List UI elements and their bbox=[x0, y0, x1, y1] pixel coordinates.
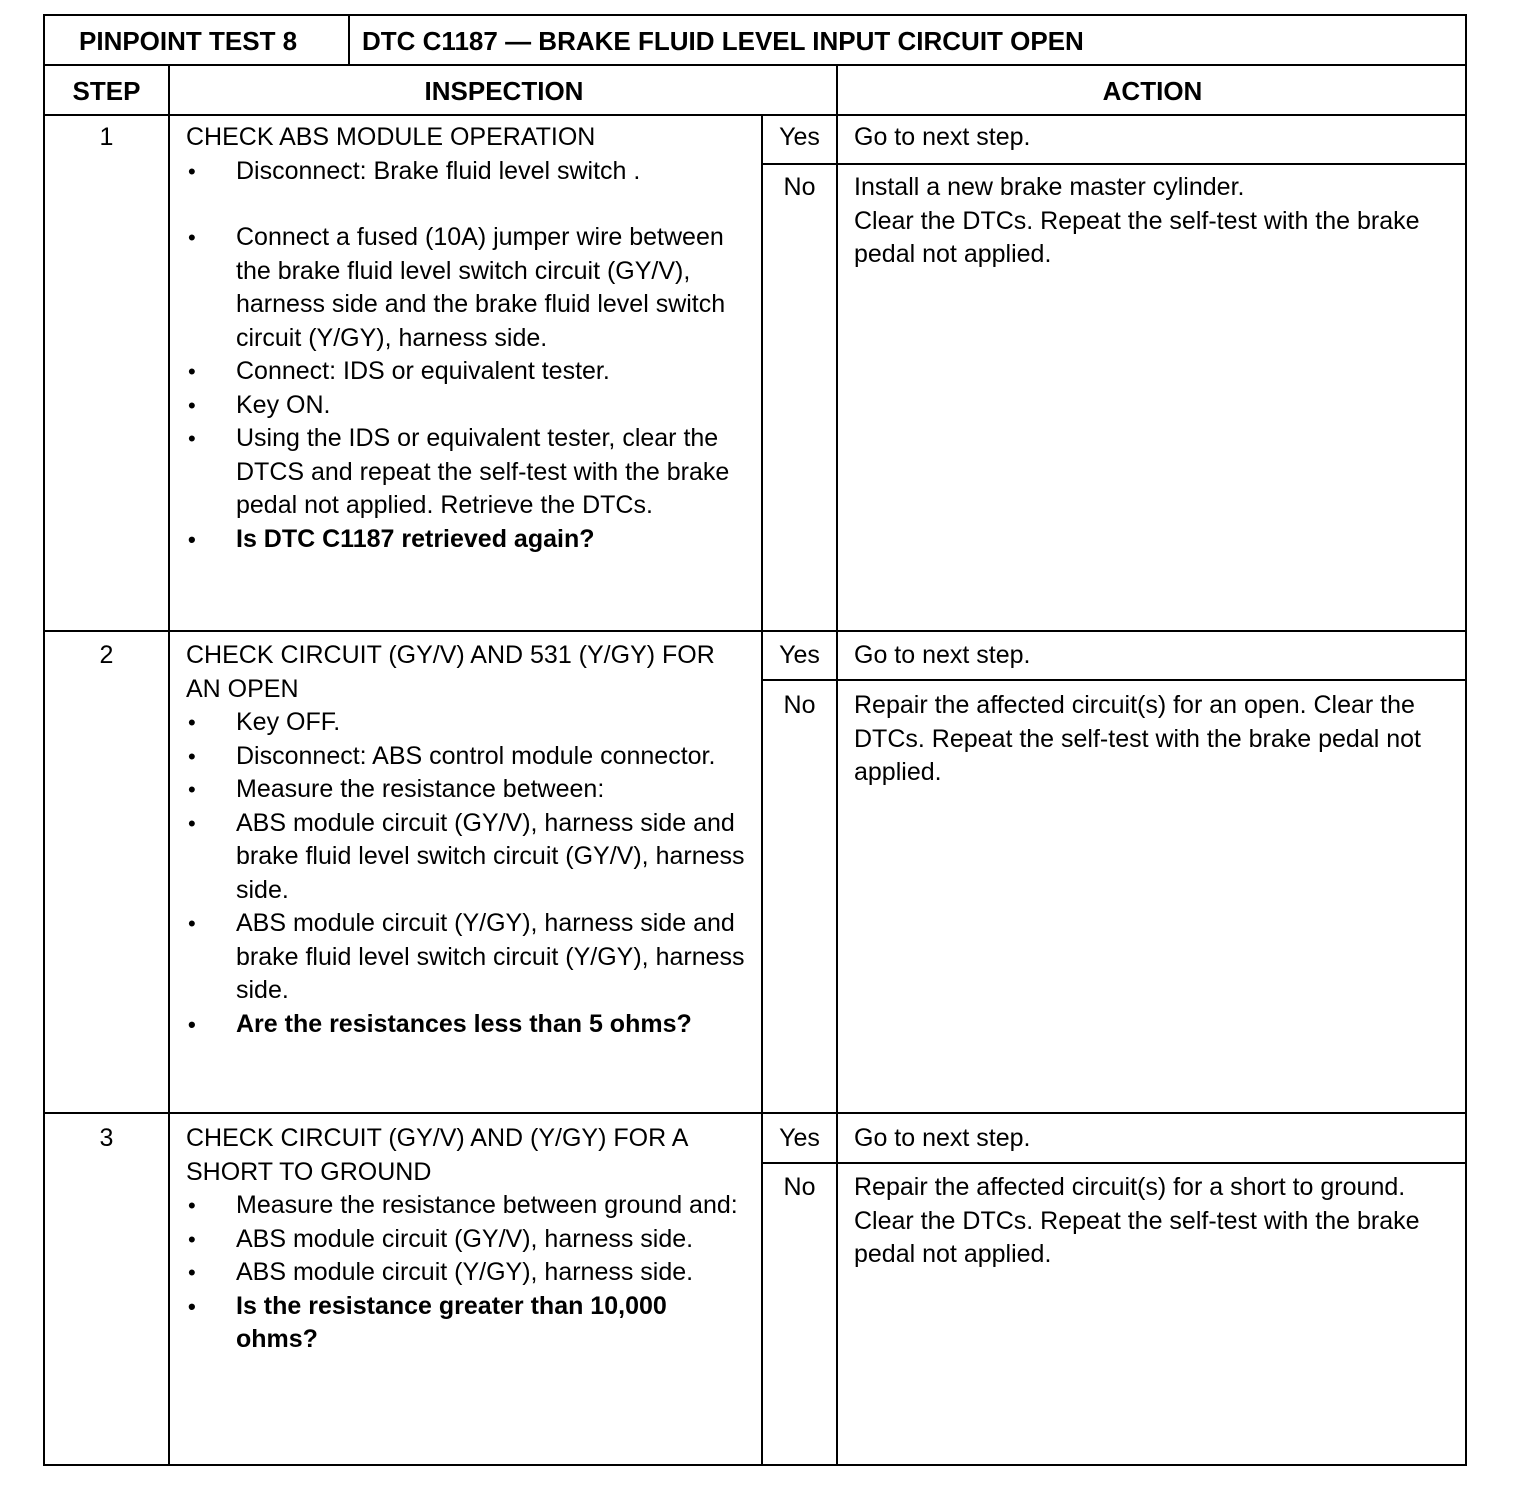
rule bbox=[43, 114, 1467, 116]
yes-action: Go to next step. bbox=[854, 641, 1031, 669]
list-item: • Disconnect: ABS control module connector. bbox=[186, 740, 752, 774]
rule bbox=[43, 630, 1467, 632]
no-action-line: Clear the DTCs. Repeat the self-test with the brake pedal not applied. bbox=[854, 206, 1420, 268]
dtc-title: DTC C1187 — BRAKE FLUID LEVEL INPUT CIRCUIT OPEN bbox=[362, 26, 1084, 56]
yes-label: Yes bbox=[779, 1124, 820, 1152]
rule bbox=[43, 1112, 1467, 1114]
inspection-question: • Is DTC C1187 retrieved again? bbox=[186, 523, 752, 557]
yes-action: Go to next step. bbox=[854, 123, 1031, 151]
no-action-line: Install a new brake master cylinder. bbox=[854, 173, 1245, 201]
list-item: • Connect: IDS or equivalent tester. bbox=[186, 355, 752, 389]
list-item: • ABS module circuit (Y/GY), harness side and brake fluid level switch circuit (Y/GY), harness side. bbox=[186, 907, 752, 1008]
no-label: No bbox=[783, 691, 816, 719]
step-number: 3 bbox=[99, 1124, 114, 1152]
rule bbox=[761, 679, 1467, 681]
col-header-action: ACTION bbox=[1102, 76, 1203, 106]
list-item: • Key ON. bbox=[186, 389, 752, 423]
no-action: Repair the affected circuit(s) for an open. Clear the DTCs. Repeat the self-test with the brake pedal not applied. bbox=[854, 691, 1421, 786]
no-action: Repair the affected circuit(s) for a short to ground. Clear the DTCs. Repeat the self-test with the brake pedal not applied. bbox=[854, 1173, 1420, 1268]
inspection-list bbox=[186, 1189, 752, 1357]
list-item: • ABS module circuit (GY/V), harness side. bbox=[186, 1223, 752, 1257]
step-number: 1 bbox=[99, 123, 114, 151]
step-inspection bbox=[186, 639, 752, 1041]
list-item: • Measure the resistance between ground and: bbox=[186, 1189, 752, 1223]
list-item: • Connect a fused (10A) jumper wire between the brake fluid level switch circuit (GY/V), harness side and the brake fluid level switch circuit (Y/GY), harness side. bbox=[186, 221, 752, 355]
step-number: 2 bbox=[99, 641, 114, 669]
step-inspection bbox=[186, 1122, 752, 1357]
col-header-step: STEP bbox=[72, 76, 141, 106]
no-action bbox=[854, 171, 1454, 272]
no-label: No bbox=[783, 1173, 816, 1201]
step-inspection bbox=[186, 121, 752, 556]
list-item: • ABS module circuit (GY/V), harness side and brake fluid level switch circuit (GY/V), harness side. bbox=[186, 807, 752, 908]
list-item: • ABS module circuit (Y/GY), harness side. bbox=[186, 1256, 752, 1290]
rule bbox=[761, 114, 763, 1466]
test-label: PINPOINT TEST 8 bbox=[79, 26, 298, 56]
step-title: CHECK ABS MODULE OPERATION bbox=[186, 123, 596, 151]
rule bbox=[836, 64, 838, 1466]
col-header-inspection: INSPECTION bbox=[424, 76, 584, 106]
step-title: CHECK CIRCUIT (GY/V) AND 531 (Y/GY) FOR AN OPEN bbox=[186, 641, 715, 703]
no-label: No bbox=[783, 173, 816, 201]
yes-label: Yes bbox=[779, 123, 820, 151]
yes-label: Yes bbox=[779, 641, 820, 669]
rule bbox=[168, 64, 170, 1466]
rule bbox=[43, 64, 1467, 66]
list-item: • Measure the resistance between: bbox=[186, 773, 752, 807]
inspection-list bbox=[186, 155, 752, 557]
step-title: CHECK CIRCUIT (GY/V) AND (Y/GY) FOR A SHORT TO GROUND bbox=[186, 1124, 687, 1186]
rule bbox=[761, 1162, 1467, 1164]
yes-action: Go to next step. bbox=[854, 1124, 1031, 1152]
list-item: • Using the IDS or equivalent tester, clear the DTCS and repeat the self-test with the brake pedal not applied. Retrieve the DTCs. bbox=[186, 422, 752, 523]
list-item: • Key OFF. bbox=[186, 706, 752, 740]
inspection-question: • Are the resistances less than 5 ohms? bbox=[186, 1008, 752, 1042]
list-item: • Disconnect: Brake fluid level switch . bbox=[186, 155, 752, 189]
inspection-list bbox=[186, 706, 752, 1041]
rule bbox=[761, 163, 1467, 165]
inspection-question: • Is the resistance greater than 10,000 ohms? bbox=[186, 1290, 752, 1357]
